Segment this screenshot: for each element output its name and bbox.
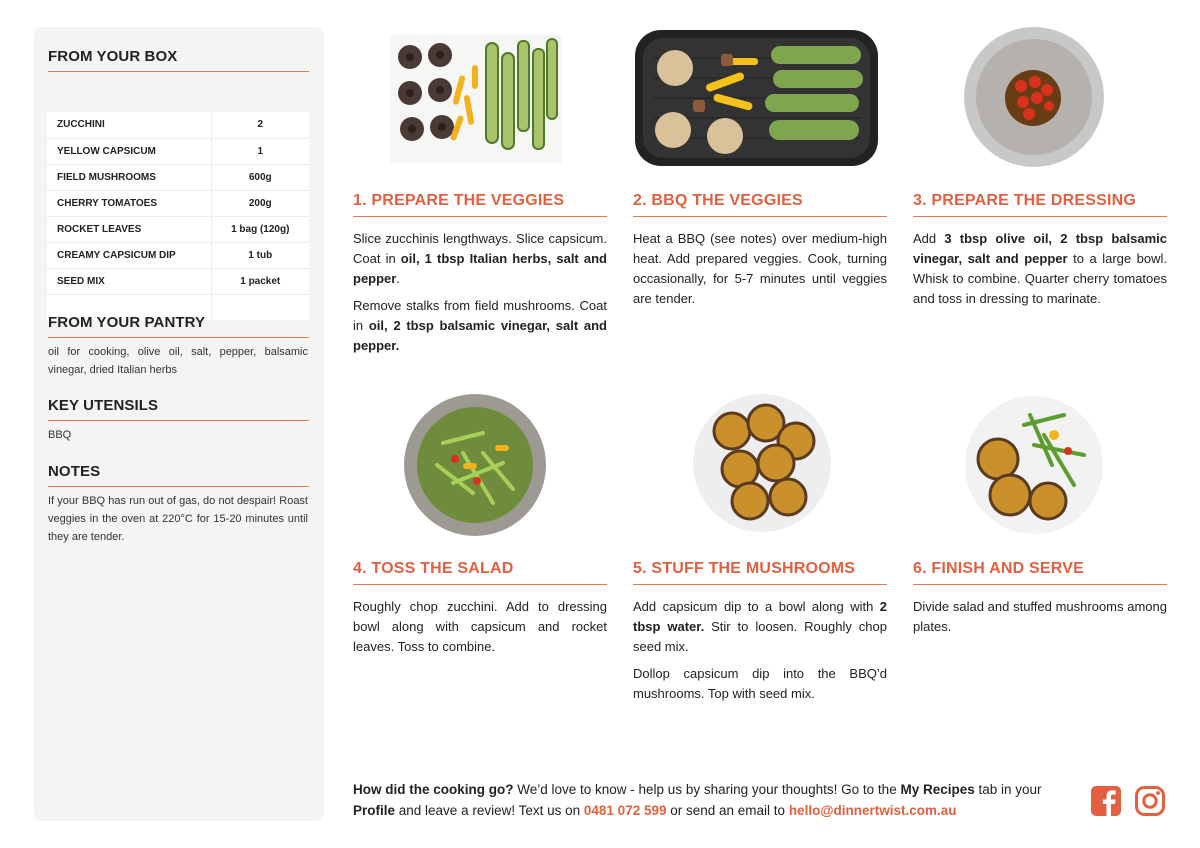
ingredient-qty: 200g	[211, 190, 309, 216]
my-recipes-link-text: My Recipes	[900, 782, 975, 797]
notes-title: NOTES	[48, 463, 309, 487]
step-1	[353, 192, 607, 363]
step-2-body	[633, 229, 887, 309]
pantry-text: oil for cooking, olive oil, salt, pepper, balsamic vinegar, dried Italian herbs	[48, 346, 308, 376]
ingredient-name: CREAMY CAPSICUM DIP	[47, 242, 211, 268]
table-row	[47, 242, 309, 268]
step-5-body	[633, 597, 887, 704]
utensils-title: KEY UTENSILS	[48, 397, 309, 421]
step-3-title: 3. PREPARE THE DRESSING	[913, 192, 1167, 217]
ingredient-name: ZUCCHINI	[47, 112, 211, 138]
step-6-body	[913, 597, 1167, 637]
instagram-icon[interactable]	[1134, 785, 1166, 817]
step-4-paragraph-1: Roughly chop zucchini. Add to dressing bowl along with capsicum and rocket leaves. Toss to combine.	[353, 599, 607, 654]
step-2-paragraph-1: Heat a BBQ (see notes) over medium-high heat. Add prepared veggies. Cook, turning occasionally, for 5-7 minutes until veggies are tender.	[633, 231, 887, 306]
table-row	[47, 190, 309, 216]
step-1-paragraph-1: Slice zucchinis lengthways. Slice capsicum. Coat in oil, 1 tbsp Italian herbs, salt and pepper.	[353, 231, 607, 286]
ingredient-name: FIELD MUSHROOMS	[47, 164, 211, 190]
step-5-title: 5. STUFF THE MUSHROOMS	[633, 560, 887, 585]
profile-link-text: Profile	[353, 803, 396, 818]
step-5-paragraph-1: Add capsicum dip to a bowl along with 2 tbsp water. Stir to loosen. Roughly chop seed mix.	[633, 599, 887, 654]
facebook-icon[interactable]	[1090, 785, 1122, 817]
review-prompt: How did the cooking go? We’d love to know - help us by sharing your thoughts! Go to the My Recipes tab in your Profile and leave a review! Text us on 0481 072 599 or send an email to hello@dinnertwist.com.au	[353, 782, 1042, 818]
step-3-paragraph-1: Add 3 tbsp olive oil, 2 tbsp balsamic vinegar, salt and pepper to a large bowl. Whisk to combine. Quarter cherry tomatoes and toss in dressing to marinate.	[913, 231, 1168, 306]
step-3-body	[913, 229, 1167, 309]
step-4	[353, 560, 607, 664]
review-question: How did the cooking go?	[353, 782, 514, 797]
step-1-paragraph-2: Remove stalks from field mushrooms. Coat in oil, 2 tbsp balsamic vinegar, salt and pepper.	[353, 298, 607, 353]
step-2-photo	[633, 28, 880, 168]
ingredient-qty: 1 tub	[211, 242, 309, 268]
step-5	[633, 560, 887, 711]
phone-number-link[interactable]: 0481 072 599	[583, 803, 667, 818]
step-3-photo	[963, 26, 1105, 168]
step-2-title: 2. BBQ THE VEGGIES	[633, 192, 887, 217]
ingredient-qty: 2	[211, 112, 309, 138]
notes-text: If your BBQ has run out of gas, do not despair! Roast veggies in the oven at 220°C for 15-20 minutes until they are tender.	[48, 495, 308, 543]
step-3	[913, 192, 1167, 316]
ingredient-name: ROCKET LEAVES	[47, 216, 211, 242]
email-link[interactable]: hello@dinnertwist.com.au	[788, 803, 957, 818]
step-2	[633, 192, 887, 316]
step-6-title: 6. FINISH AND SERVE	[913, 560, 1167, 585]
ingredient-qty: 1 bag (120g)	[211, 216, 309, 242]
step-6	[913, 560, 1167, 644]
from-box-title: FROM YOUR BOX	[48, 48, 309, 72]
utensils-text: BBQ	[48, 429, 72, 441]
step-1-photo	[390, 35, 562, 163]
ingredient-name: CHERRY TOMATOES	[47, 190, 211, 216]
ingredient-qty: 1	[211, 138, 309, 164]
table-row	[47, 138, 309, 164]
step-5-paragraph-2: Dollop capsicum dip into the BBQ’d mushrooms. Top with seed mix.	[633, 666, 887, 701]
ingredients-sidebar	[34, 27, 324, 821]
step-1-body	[353, 229, 607, 356]
table-row	[47, 112, 309, 138]
ingredient-name: SEED MIX	[47, 268, 211, 294]
table-row	[47, 216, 309, 242]
ingredient-name: YELLOW CAPSICUM	[47, 138, 211, 164]
pantry-title: FROM YOUR PANTRY	[48, 314, 309, 338]
ingredients-table	[47, 112, 309, 320]
ingredient-qty: 1 packet	[211, 268, 309, 294]
ingredient-qty: 600g	[211, 164, 309, 190]
table-row	[47, 164, 309, 190]
step-4-body	[353, 597, 607, 657]
step-4-photo	[403, 393, 547, 537]
step-6-paragraph-1: Divide salad and stuffed mushrooms among plates.	[913, 599, 1167, 634]
step-6-photo	[964, 395, 1104, 535]
table-row	[47, 268, 309, 294]
step-1-title: 1. PREPARE THE VEGGIES	[353, 192, 607, 217]
step-5-photo	[692, 393, 832, 533]
step-4-title: 4. TOSS THE SALAD	[353, 560, 607, 585]
